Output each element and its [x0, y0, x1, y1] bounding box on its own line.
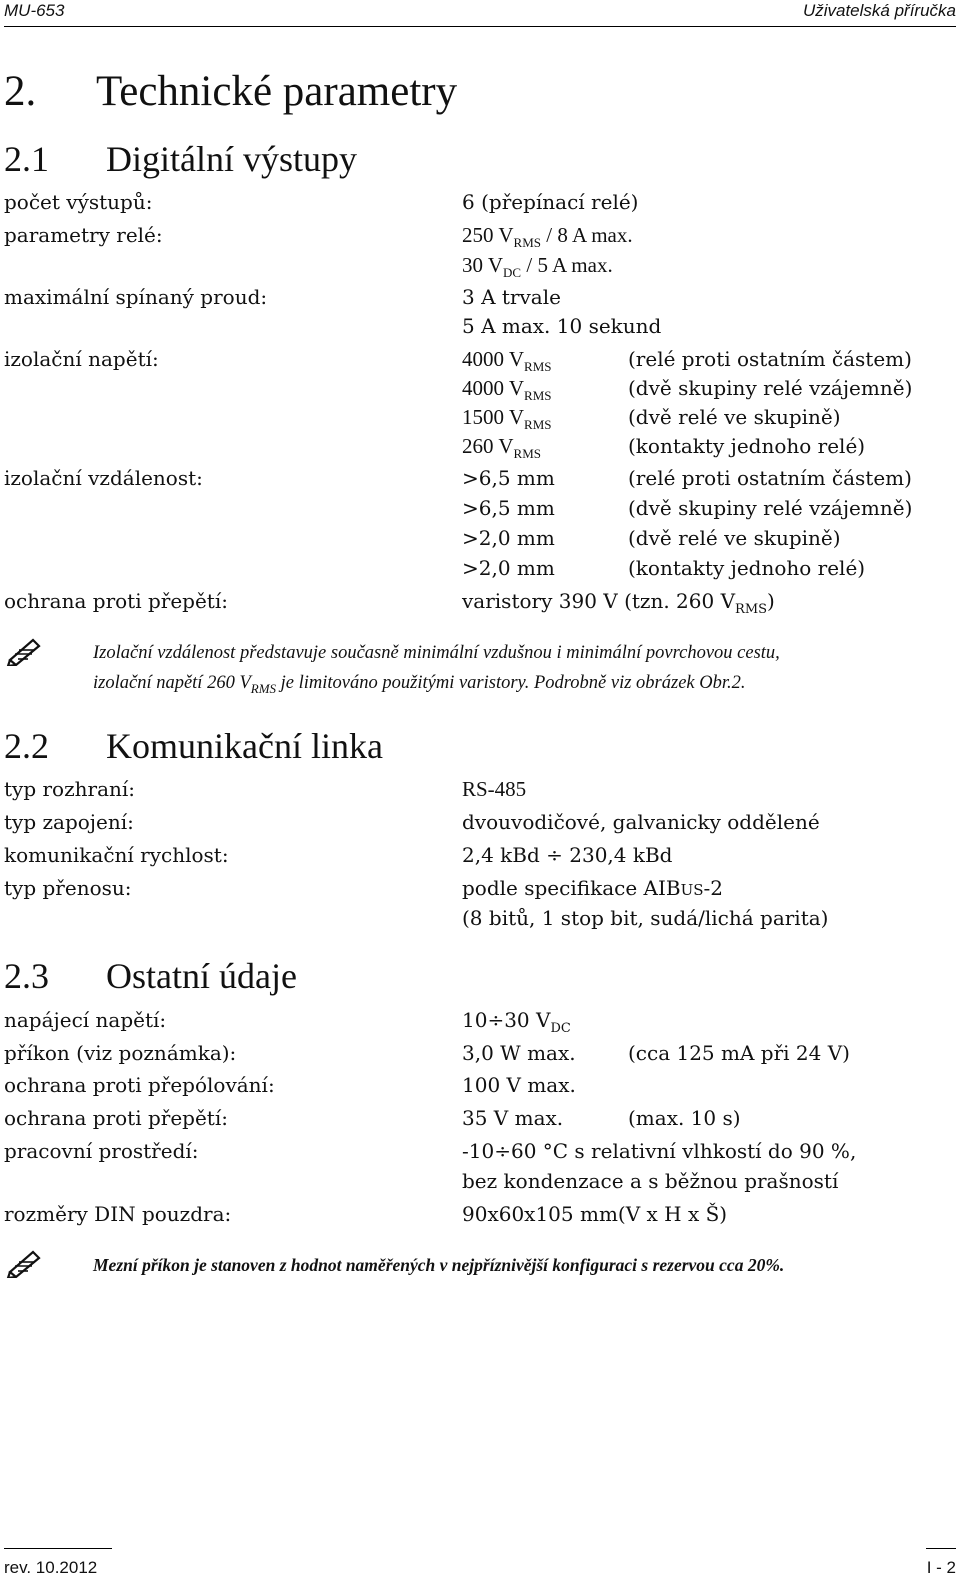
interface-type-label: typ rozhraní:	[4, 777, 136, 801]
section-heading-2-1	[4, 137, 357, 181]
isolation-distance-value: >2,0 mm	[462, 556, 555, 580]
page-number: I - 2	[926, 1558, 956, 1577]
din-dimensions-label: rozměry DIN pouzdra:	[4, 1202, 232, 1226]
isolation-distance-desc: (dvě skupiny relé vzájemně)	[628, 496, 913, 520]
section-title: Ostatní údaje	[106, 956, 297, 996]
section-number: 2.2	[4, 726, 49, 766]
max-current-value-1: 3 A trvale	[462, 285, 561, 309]
document-code: MU-653	[4, 1, 65, 20]
relay-params-value-1: 250 $V_{RMS} / 8$ A max.	[462, 223, 633, 250]
revision-date: rev. 10.2012	[4, 1558, 98, 1577]
section-heading-2-2	[4, 724, 383, 768]
overvoltage-label: ochrana proti přepětí:	[4, 589, 228, 613]
max-current-value-2: 5 A max. 10 sekund	[462, 314, 662, 338]
transfer-type-label: typ přenosu:	[4, 876, 132, 900]
isolation-note-line-2: izolační napětí 260 $V_{RMS}$ je limitováno použitými varistory. Podrobně viz obrázek Obr.2.	[93, 673, 746, 696]
overvoltage-protection-label: ochrana proti přepětí:	[4, 1106, 228, 1130]
isolation-distance-desc: (kontakty jednoho relé)	[628, 556, 866, 580]
manual-title: Uživatelská příručka	[802, 1, 956, 20]
isolation-distance-value: >6,5 mm	[462, 466, 555, 490]
isolation-voltage-value: 4000 $V_{RMS}$	[462, 376, 552, 403]
chapter-heading	[4, 66, 457, 118]
environment-value-1: -10÷60 °C s relativní vlhkostí do 90 %,	[462, 1139, 857, 1163]
transfer-type-value-2: (8 bitů, 1 stop bit, sudá/lichá parita)	[462, 906, 829, 930]
isolation-voltage-desc: (relé proti ostatním částem)	[628, 347, 912, 371]
baud-rate-value: 2,4 kBd ÷ 230,4 kBd	[462, 843, 673, 867]
baud-rate-label: komunikační rychlost:	[4, 843, 229, 867]
power-note: Mezní příkon je stanoven z hodnot naměřených v nejpříznivější konfiguraci s rezervou cca 20%.	[93, 1255, 785, 1275]
outputs-count-label: počet výstupů:	[4, 190, 153, 214]
page-footer	[4, 1548, 956, 1584]
isolation-voltage-value: 1500 $V_{RMS}$	[462, 405, 552, 432]
footer-divider-left	[4, 1548, 112, 1549]
section-heading-2-3	[4, 954, 297, 998]
chapter-number: 2.	[4, 68, 37, 115]
power-consumption-note: (cca 125 mA při 24 V)	[628, 1041, 850, 1065]
reverse-polarity-label: ochrana proti přepólování:	[4, 1073, 275, 1097]
isolation-distance-value: >6,5 mm	[462, 496, 555, 520]
environment-value-2: bez kondenzace a s běžnou prašností	[462, 1169, 839, 1193]
environment-label: pracovní prostředí:	[4, 1139, 199, 1163]
isolation-distance-desc: (dvě relé ve skupině)	[628, 526, 841, 550]
reverse-polarity-value: 100 V max.	[462, 1073, 576, 1097]
isolation-voltage-desc: (dvě skupiny relé vzájemně)	[628, 376, 913, 400]
isolation-distance-desc: (relé proti ostatním částem)	[628, 466, 912, 490]
relay-params-label: parametry relé:	[4, 223, 163, 247]
supply-voltage-label: napájecí napětí:	[4, 1008, 167, 1032]
pencil-note-icon	[6, 636, 42, 666]
connection-type-label: typ zapojení:	[4, 810, 134, 834]
chapter-title: Technické parametry	[96, 68, 458, 115]
isolation-voltage-label: izolační napětí:	[4, 347, 159, 371]
section-number: 2.3	[4, 956, 49, 996]
isolation-voltage-desc: (kontakty jednoho relé)	[628, 434, 866, 458]
outputs-count-value: 6 (přepínací relé)	[462, 190, 639, 214]
overvoltage-value: varistory 390 V (tzn. 260 $V_{RMS}$)	[462, 589, 775, 617]
supply-voltage-value: 10÷30 $V_{DC}$	[462, 1008, 571, 1036]
overvoltage-protection-note: (max. 10 s)	[628, 1106, 741, 1130]
overvoltage-protection-value: 35 V max.	[462, 1106, 564, 1130]
isolation-voltage-value: 260 $V_{RMS}$	[462, 434, 542, 461]
isolation-distance-label: izolační vzdálenost:	[4, 466, 203, 490]
power-consumption-label: příkon (viz poznámka):	[4, 1041, 237, 1065]
max-current-label: maximální spínaný proud:	[4, 285, 268, 309]
page-header	[4, 0, 956, 27]
connection-type-value: dvouvodičové, galvanicky oddělené	[462, 810, 820, 834]
interface-type-value: RS-485	[462, 777, 527, 801]
footer-divider-right	[926, 1548, 956, 1549]
section-title: Komunikační linka	[106, 726, 383, 766]
pencil-note-icon	[6, 1248, 42, 1278]
section-title: Digitální výstupy	[106, 139, 357, 179]
isolation-voltage-desc: (dvě relé ve skupině)	[628, 405, 841, 429]
isolation-voltage-value: 4000 $V_{RMS}$	[462, 347, 552, 374]
din-dimensions-value: 90x60x105 mm(V x H x Š)	[462, 1202, 728, 1226]
isolation-note-line-1: Izolační vzdálenost představuje současně minimální vzdušnou i minimální povrchovou cestu,	[93, 643, 780, 663]
transfer-type-value-1: podle specifikace AIBUS-2	[462, 876, 723, 900]
power-consumption-value: 3,0 W max.	[462, 1041, 576, 1065]
section-number: 2.1	[4, 139, 49, 179]
isolation-distance-value: >2,0 mm	[462, 526, 555, 550]
relay-params-value-2: 30 $V_{DC} / 5$ A max.	[462, 253, 613, 280]
